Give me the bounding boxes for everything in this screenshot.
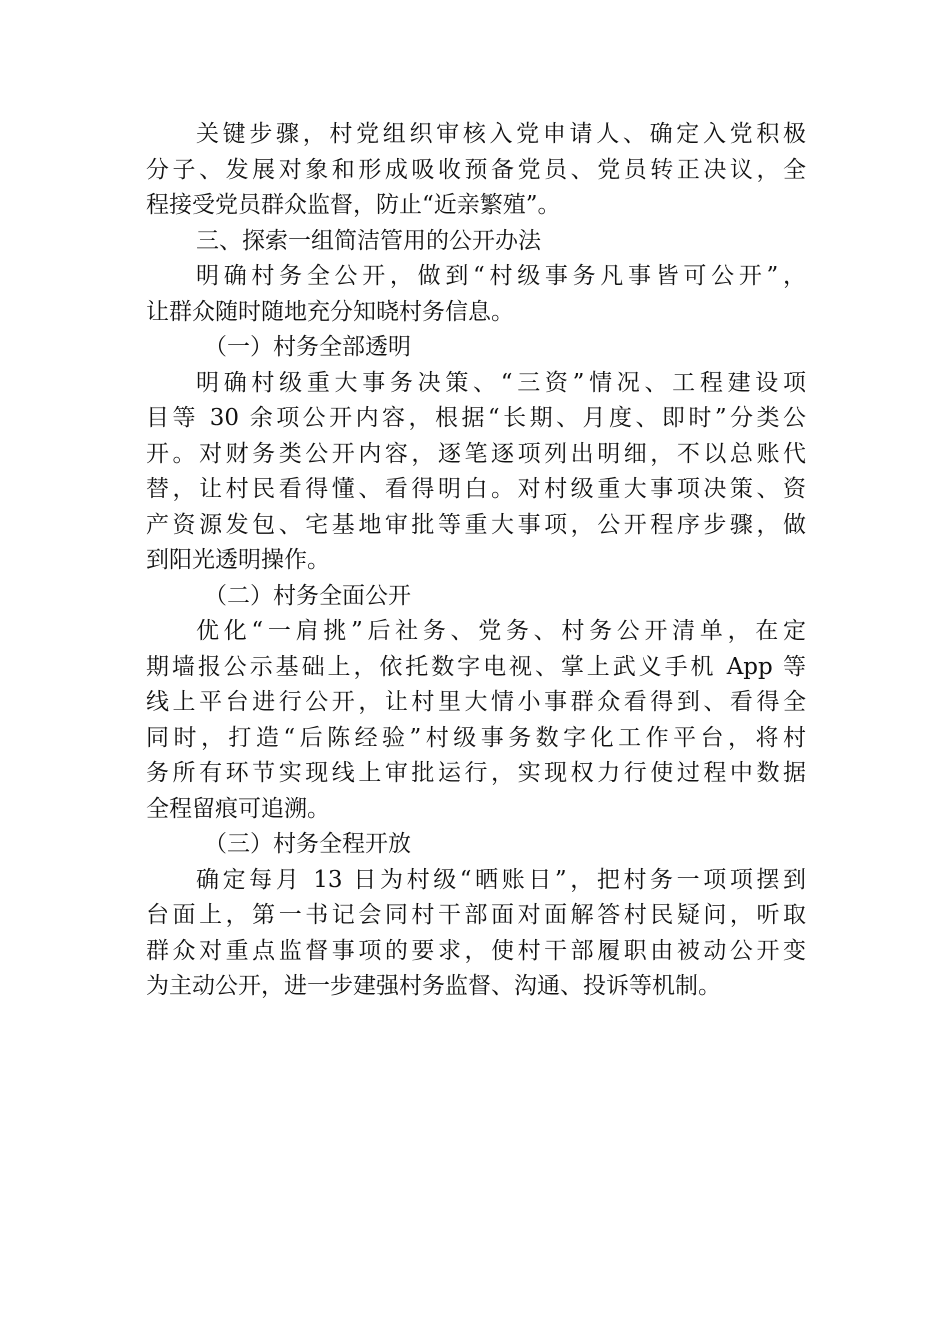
document-body (146, 117, 806, 1005)
text-line: 同时，打造“后陈经验”村级事务数字化工作平台，将村 (146, 724, 806, 751)
text-line: 程接受党员群众监督，防止“近亲繁殖”。 (146, 192, 561, 218)
text-line: 务所有环节实现线上审批运行，实现权力行使过程中数据 (146, 760, 806, 786)
text-line: 明确村级重大事务决策、“三资”情况、工程建设项 (196, 369, 806, 396)
paragraph-openness (146, 863, 806, 1005)
text-line: 期墙报公示基础上，依托数字电视、掌上武义手机 App 等 (146, 653, 806, 680)
text-line: 台面上，第一书记会同村干部面对面解答村民疑问，听取 (146, 902, 806, 928)
text-line: 开。对财务类公开内容，逐笔逐项列出明细，不以总账代 (146, 440, 806, 467)
text-line: 群众对重点监督事项的要求，使村干部履职由被动公开变 (146, 937, 806, 964)
subheading-3: （三）村务全程开放 (204, 831, 411, 857)
text-line: 关键步骤，村党组织审核入党申请人、确定入党积极 (196, 121, 806, 147)
text-line: 确定每月 13 日为村级“晒账日”，把村务一项项摆到 (196, 866, 806, 893)
paragraph-intro (146, 259, 806, 330)
subheading-2: （二）村务全面公开 (204, 582, 411, 609)
text-line: 到阳光透明操作。 (146, 547, 330, 573)
text-line: 为主动公开，进一步建强村务监督、沟通、投诉等机制。 (146, 973, 721, 999)
text-line: 优化“一肩挑”后社务、党务、村务公开清单，在定 (196, 618, 806, 644)
section-heading: 三、探索一组简洁管用的公开办法 (196, 227, 541, 254)
paragraph-continuation (146, 117, 806, 224)
text-line: 明确村务全公开，做到“村级事务凡事皆可公开”， (196, 263, 806, 289)
subheading-1: （一）村务全部透明 (204, 334, 411, 360)
text-line: 线上平台进行公开，让村里大情小事群众看得到、看得全 (146, 689, 806, 715)
text-line: 分子、发展对象和形成吸收预备党员、党员转正决议，全 (146, 156, 806, 183)
text-line: 让群众随时随地充分知晓村务信息。 (146, 298, 514, 325)
text-line: 全程留痕可追溯。 (146, 795, 330, 822)
paragraph-disclosure (146, 614, 806, 827)
paragraph-transparency (146, 366, 806, 579)
text-line: 产资源发包、宅基地审批等重大事项，公开程序步骤，做 (146, 511, 806, 538)
text-line: 目等 30 余项公开内容，根据“长期、月度、即时”分类公 (146, 405, 806, 431)
text-line: 替，让村民看得懂、看得明白。对村级重大事项决策、资 (146, 476, 806, 502)
